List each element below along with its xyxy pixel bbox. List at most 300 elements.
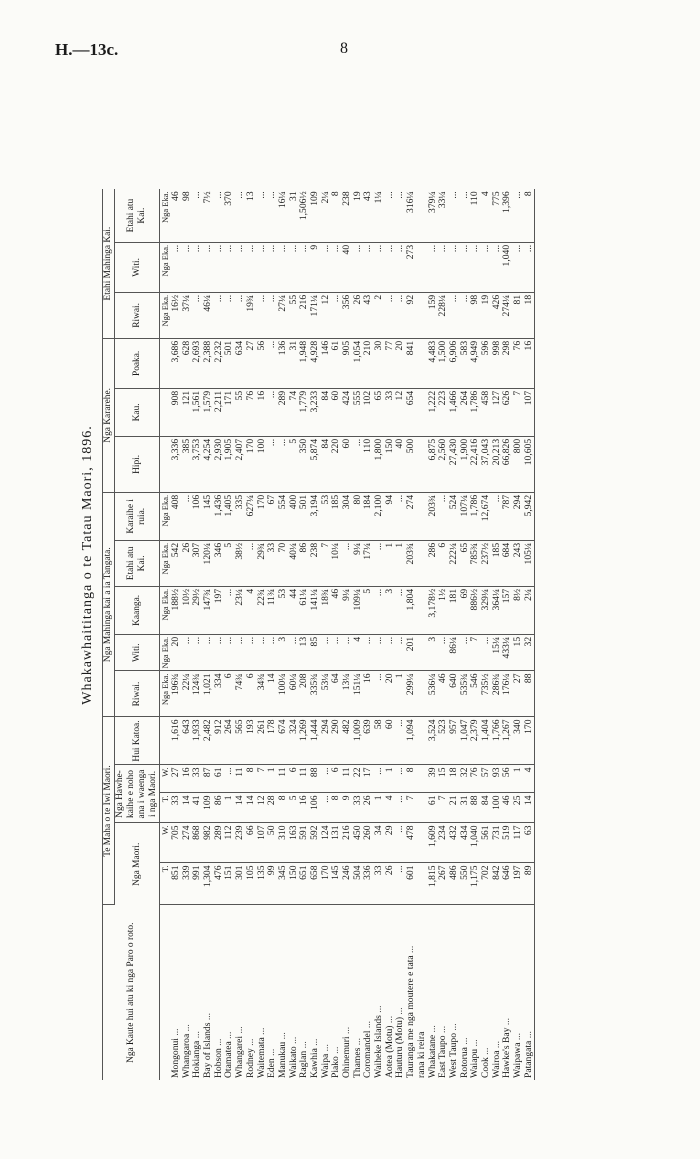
value-cell: 185 bbox=[331, 492, 342, 540]
leader-dots: ... bbox=[341, 1026, 353, 1037]
unit-cell: Nga Eka. bbox=[160, 671, 171, 717]
value-cell: ... bbox=[320, 634, 331, 671]
leader-dots: ... bbox=[405, 945, 417, 956]
value-cell: 11 bbox=[342, 765, 353, 793]
unit-cell: T. bbox=[160, 793, 171, 823]
value-cell: 65 bbox=[374, 388, 385, 436]
value-cell: ... bbox=[481, 634, 492, 671]
value-cell: 170 bbox=[256, 492, 267, 540]
value-cell: 67 bbox=[267, 492, 278, 540]
leader-dots: ... bbox=[490, 1040, 502, 1051]
value-cell: 1,054 bbox=[352, 338, 363, 388]
value-cell: 105 bbox=[246, 863, 257, 905]
value-cell: 33 bbox=[384, 388, 395, 436]
value-cell: 33 bbox=[352, 793, 363, 823]
district-name: Mongonui ... bbox=[170, 1028, 182, 1078]
value-cell: 12 bbox=[256, 793, 267, 823]
table-row bbox=[267, 189, 278, 1080]
value-cell: 61 bbox=[331, 338, 342, 388]
value-cell: 335¾ bbox=[310, 671, 321, 717]
cattle-header: Kau. bbox=[115, 388, 160, 436]
value-cell: 1 bbox=[267, 765, 278, 793]
value-cell: 37¼ bbox=[181, 292, 192, 338]
table-row bbox=[246, 189, 257, 1080]
value-cell: ... bbox=[320, 793, 331, 823]
value-cell: 345 bbox=[278, 863, 289, 905]
value-cell bbox=[417, 634, 428, 671]
value-cell: 107¼ bbox=[459, 492, 470, 540]
value-cell: 1½ bbox=[438, 586, 449, 634]
value-cell: 109 bbox=[310, 189, 321, 242]
value-cell: 1,444 bbox=[310, 717, 321, 765]
table-row bbox=[192, 189, 203, 1080]
value-cell: 519 bbox=[502, 823, 513, 863]
value-cell: ... bbox=[374, 671, 385, 717]
value-cell: 46 bbox=[331, 586, 342, 634]
value-cell: 3,524 bbox=[427, 717, 438, 765]
wheat-header: Witi. bbox=[115, 634, 160, 671]
leader-dots: ... bbox=[458, 1037, 470, 1048]
value-cell: ... bbox=[384, 292, 395, 338]
value-cell bbox=[417, 793, 428, 823]
leader-dots: ... bbox=[447, 1023, 459, 1033]
value-cell: 44 bbox=[288, 586, 299, 634]
district-name: Ohinemuri ... bbox=[341, 1026, 353, 1078]
value-cell: 565 bbox=[235, 717, 246, 765]
value-cell: 66 bbox=[246, 823, 257, 863]
value-cell: ... bbox=[374, 540, 385, 586]
value-cell: ... bbox=[395, 823, 406, 863]
value-cell: 787 bbox=[502, 492, 513, 540]
value-cell: ... bbox=[395, 189, 406, 242]
page-number: 8 bbox=[340, 40, 348, 57]
value-cell: 141¼ bbox=[310, 586, 321, 634]
value-cell: 702 bbox=[481, 863, 492, 905]
district-header: Nga Kaute hui atu ki nga Paro o roto. bbox=[103, 905, 160, 1080]
table-row bbox=[299, 189, 310, 1080]
total-header: Hui Katoa. bbox=[115, 717, 160, 765]
value-cell: 868 bbox=[192, 823, 203, 863]
value-cell: 1,609 bbox=[427, 823, 438, 863]
value-cell: 61 bbox=[213, 765, 224, 793]
value-cell: 124¾ bbox=[192, 671, 203, 717]
value-cell: ... bbox=[352, 242, 363, 292]
value-cell: 7 bbox=[320, 540, 331, 586]
unit-cell: Nga Eka. bbox=[160, 189, 171, 242]
value-cell: 30 bbox=[374, 338, 385, 388]
value-cell: 33 bbox=[192, 765, 203, 793]
value-cell: 1,269 bbox=[299, 717, 310, 765]
value-cell: ... bbox=[491, 242, 502, 292]
value-cell: ... bbox=[256, 242, 267, 292]
value-cell: 32 bbox=[523, 634, 534, 671]
value-cell: 2,560 bbox=[438, 436, 449, 492]
value-cell: 379¼ bbox=[427, 189, 438, 242]
unit-cell bbox=[160, 338, 171, 388]
value-cell: 8 bbox=[331, 793, 342, 823]
district-name: Otamatea ... bbox=[223, 1031, 235, 1078]
value-cell: 109 bbox=[203, 793, 214, 823]
value-cell bbox=[417, 863, 428, 905]
value-cell: 11¾ bbox=[267, 586, 278, 634]
value-cell: 1,900 bbox=[459, 436, 470, 492]
value-cell: 1,267 bbox=[502, 717, 513, 765]
value-cell: 80 bbox=[352, 492, 363, 540]
value-cell: 500 bbox=[406, 436, 417, 492]
value-cell: 40 bbox=[342, 242, 353, 292]
value-cell: 299¼ bbox=[406, 671, 417, 717]
value-cell: 18¾ bbox=[320, 586, 331, 634]
value-cell: ... bbox=[288, 634, 299, 671]
value-cell: 16 bbox=[363, 671, 374, 717]
district-name: Aotea (Motu) ... bbox=[383, 1015, 395, 1078]
value-cell: ... bbox=[203, 634, 214, 671]
value-cell: 346 bbox=[213, 540, 224, 586]
value-cell: 11 bbox=[278, 765, 289, 793]
value-cell: 339 bbox=[181, 863, 192, 905]
value-cell: ... bbox=[320, 765, 331, 793]
district-name: Waiapu ... bbox=[469, 1039, 481, 1078]
value-cell: 76 bbox=[470, 765, 481, 793]
value-cell: 408 bbox=[171, 492, 182, 540]
value-cell: 89 bbox=[523, 863, 534, 905]
value-cell: 5 bbox=[288, 793, 299, 823]
value-cell: 46 bbox=[438, 671, 449, 717]
table-row bbox=[406, 189, 417, 1080]
value-cell: 151 bbox=[224, 863, 235, 905]
value-cell: 238 bbox=[342, 189, 353, 242]
value-cell: 486 bbox=[449, 863, 460, 905]
value-cell: 29¾ bbox=[256, 540, 267, 586]
table-row bbox=[502, 189, 513, 1080]
value-cell: 18 bbox=[523, 292, 534, 338]
value-cell: 38½ bbox=[235, 540, 246, 586]
value-cell: 16¼ bbox=[278, 189, 289, 242]
value-cell: 1,009 bbox=[352, 717, 363, 765]
value-cell: 998 bbox=[491, 338, 502, 388]
value-cell: 9 bbox=[342, 793, 353, 823]
unit-cell: Nga Eka. bbox=[160, 634, 171, 671]
value-cell: 2,407 bbox=[235, 436, 246, 492]
value-cell: 286¾ bbox=[491, 671, 502, 717]
value-cell: ... bbox=[438, 634, 449, 671]
value-cell: ... bbox=[374, 634, 385, 671]
leader-dots: ... bbox=[191, 1031, 203, 1041]
value-cell: 76 bbox=[513, 338, 524, 388]
value-cell: 2,930 bbox=[213, 436, 224, 492]
value-cell: 10¼ bbox=[331, 540, 342, 586]
value-cell: ... bbox=[192, 242, 203, 292]
value-cell: ... bbox=[363, 634, 374, 671]
value-cell: 16 bbox=[299, 793, 310, 823]
value-cell: 22¼ bbox=[181, 671, 192, 717]
value-cell: 109¼ bbox=[352, 586, 363, 634]
value-cell: 18 bbox=[449, 765, 460, 793]
value-cell: ... bbox=[395, 292, 406, 338]
value-cell: 58 bbox=[374, 717, 385, 765]
value-cell: 1,405 bbox=[224, 492, 235, 540]
stock-group-header: Nga Kararehe. bbox=[103, 338, 115, 492]
value-cell: 639 bbox=[363, 717, 374, 765]
value-cell: ... bbox=[213, 189, 224, 242]
value-cell: ... bbox=[438, 242, 449, 292]
value-cell: 640 bbox=[449, 671, 460, 717]
table-row bbox=[256, 189, 267, 1080]
value-cell: 5 bbox=[363, 586, 374, 634]
value-cell: 135 bbox=[256, 863, 267, 905]
leader-dots: ... bbox=[287, 1036, 299, 1047]
value-cell: 238 bbox=[310, 540, 321, 586]
value-cell: 53 bbox=[278, 586, 289, 634]
value-cell: 11 bbox=[235, 765, 246, 793]
value-cell: 336 bbox=[363, 863, 374, 905]
value-cell: 20 bbox=[384, 671, 395, 717]
other-group-header: Etahi Mahinga Kai. bbox=[103, 189, 115, 338]
value-cell bbox=[417, 823, 428, 863]
table-row bbox=[491, 189, 502, 1080]
value-cell: 1,021 bbox=[203, 671, 214, 717]
value-cell: 121 bbox=[181, 388, 192, 436]
value-cell: 170 bbox=[523, 717, 534, 765]
value-cell: 46 bbox=[171, 189, 182, 242]
value-cell: 16 bbox=[181, 765, 192, 793]
value-cell: 841 bbox=[406, 338, 417, 388]
value-cell: 8 bbox=[331, 189, 342, 242]
value-cell: 28 bbox=[267, 793, 278, 823]
value-cell: 12 bbox=[395, 388, 406, 436]
value-cell: ... bbox=[278, 242, 289, 292]
value-cell: 50 bbox=[267, 823, 278, 863]
district-name: Hawke's Bay ... bbox=[501, 1017, 513, 1078]
table-row bbox=[171, 189, 182, 1080]
value-cell: 246 bbox=[342, 863, 353, 905]
value-cell: 63 bbox=[523, 823, 534, 863]
value-cell: 22 bbox=[352, 765, 363, 793]
leader-dots: ... bbox=[180, 1024, 192, 1034]
value-cell: 3 bbox=[384, 586, 395, 634]
leader-dots: ... bbox=[319, 1044, 331, 1054]
value-cell: 3 bbox=[427, 634, 438, 671]
value-cell: 1,040 bbox=[502, 242, 513, 292]
value-cell: 4,254 bbox=[203, 436, 214, 492]
value-cell: ... bbox=[267, 634, 278, 671]
value-cell: ... bbox=[395, 793, 406, 823]
value-cell: 23¼ bbox=[235, 586, 246, 634]
value-cell: 77 bbox=[384, 338, 395, 388]
value-cell: 674 bbox=[278, 717, 289, 765]
value-cell: ... bbox=[459, 634, 470, 671]
value-cell: 1,815 bbox=[427, 863, 438, 905]
value-cell: 1,948 bbox=[299, 338, 310, 388]
value-cell: 25 bbox=[513, 793, 524, 823]
value-cell: 6 bbox=[288, 765, 299, 793]
table-row bbox=[438, 189, 449, 1080]
value-cell: 11 bbox=[299, 765, 310, 793]
value-cell bbox=[417, 492, 428, 540]
value-cell: 1,466 bbox=[449, 388, 460, 436]
value-cell: 100 bbox=[256, 436, 267, 492]
value-cell: 147¾ bbox=[203, 586, 214, 634]
table-row bbox=[374, 189, 385, 1080]
value-cell: 60 bbox=[331, 388, 342, 436]
value-cell: 957 bbox=[449, 717, 460, 765]
value-cell: 27 bbox=[246, 338, 257, 388]
unit-cell: W. bbox=[160, 823, 171, 863]
value-cell: 201 bbox=[406, 634, 417, 671]
unit-cell: Nga Eka. bbox=[160, 242, 171, 292]
value-cell: ... bbox=[513, 189, 524, 242]
value-cell: 550 bbox=[459, 863, 470, 905]
value-cell: 239 bbox=[235, 823, 246, 863]
value-cell: 55 bbox=[288, 292, 299, 338]
value-cell: 16½ bbox=[171, 292, 182, 338]
value-cell: 74¾ bbox=[235, 671, 246, 717]
value-cell: ... bbox=[459, 292, 470, 338]
value-cell: 4,928 bbox=[310, 338, 321, 388]
table-body bbox=[160, 189, 535, 1080]
district-name: Waiheke Islands ... bbox=[373, 1005, 385, 1078]
value-cell: ... bbox=[449, 242, 460, 292]
value-cell: 316¼ bbox=[406, 189, 417, 242]
value-cell: ... bbox=[246, 634, 257, 671]
value-cell: 15¼ bbox=[491, 634, 502, 671]
value-cell: 2,482 bbox=[203, 717, 214, 765]
value-cell bbox=[417, 292, 428, 338]
leader-dots: ... bbox=[522, 1031, 534, 1041]
value-cell: ... bbox=[267, 388, 278, 436]
value-cell: 842 bbox=[491, 863, 502, 905]
value-cell: 171¼ bbox=[310, 292, 321, 338]
value-cell: 110 bbox=[470, 189, 481, 242]
value-cell: 127 bbox=[491, 388, 502, 436]
value-cell: 4,483 bbox=[427, 338, 438, 388]
value-cell: ... bbox=[224, 586, 235, 634]
value-cell: ... bbox=[342, 634, 353, 671]
value-cell: ... bbox=[384, 242, 395, 292]
value-cell: 364¼ bbox=[491, 586, 502, 634]
leader-dots: ... bbox=[383, 1015, 395, 1026]
value-cell: 39 bbox=[427, 765, 438, 793]
value-cell: ... bbox=[192, 292, 203, 338]
leader-dots: ... bbox=[170, 1028, 182, 1039]
unit-cell bbox=[160, 388, 171, 436]
district-name: Piako ... bbox=[330, 1046, 342, 1078]
value-cell: 504 bbox=[352, 863, 363, 905]
potatoes-header: Riwai. bbox=[115, 671, 160, 717]
value-cell: 27 bbox=[513, 671, 524, 717]
value-cell: 501 bbox=[299, 492, 310, 540]
value-cell: 274¼ bbox=[502, 292, 513, 338]
value-cell: 27 bbox=[171, 765, 182, 793]
value-cell: 301 bbox=[235, 863, 246, 905]
value-cell: ... bbox=[395, 717, 406, 765]
value-cell: 65 bbox=[459, 540, 470, 586]
value-cell: ... bbox=[213, 292, 224, 338]
value-cell: 100¼ bbox=[278, 671, 289, 717]
units-row bbox=[160, 189, 171, 1080]
value-cell: 102 bbox=[363, 388, 374, 436]
value-cell: 31 bbox=[459, 793, 470, 823]
maori-header: Nga Maori. bbox=[115, 823, 160, 905]
value-cell: 654 bbox=[406, 388, 417, 436]
value-cell: 33¼ bbox=[438, 189, 449, 242]
value-cell: 501 bbox=[224, 338, 235, 388]
value-cell: 264 bbox=[459, 388, 470, 436]
value-cell bbox=[417, 765, 428, 793]
value-cell: 4 bbox=[384, 793, 395, 823]
value-cell: 289 bbox=[278, 388, 289, 436]
value-cell: ... bbox=[331, 634, 342, 671]
district-name: Whakatane ... bbox=[426, 1025, 438, 1078]
value-cell: 6,906 bbox=[449, 338, 460, 388]
district-name: Waikato ... bbox=[287, 1036, 299, 1078]
value-cell: 1,500 bbox=[438, 338, 449, 388]
pigs-header: Poaka. bbox=[115, 338, 160, 388]
value-cell: 32 bbox=[459, 765, 470, 793]
value-cell: 170 bbox=[320, 863, 331, 905]
table-row bbox=[224, 189, 235, 1080]
value-cell: 70 bbox=[278, 540, 289, 586]
value-cell: 64 bbox=[331, 671, 342, 717]
value-cell: 524 bbox=[449, 492, 460, 540]
value-cell: 31 bbox=[288, 338, 299, 388]
district-name: Eden ... bbox=[266, 1048, 278, 1078]
value-cell: 274 bbox=[406, 492, 417, 540]
table-row bbox=[481, 189, 492, 1080]
district-name: Cook ... bbox=[479, 1047, 491, 1078]
value-cell: 157 bbox=[502, 586, 513, 634]
leader-dots: ... bbox=[437, 1025, 449, 1036]
value-cell: 8 bbox=[278, 793, 289, 823]
table-row bbox=[384, 189, 395, 1080]
value-cell: 46 bbox=[502, 793, 513, 823]
value-cell: ... bbox=[299, 242, 310, 292]
value-cell: 55 bbox=[235, 388, 246, 436]
value-cell: 33 bbox=[267, 540, 278, 586]
unit-cell: Nga Eka. bbox=[160, 540, 171, 586]
value-cell: 176¼ bbox=[502, 671, 513, 717]
value-cell: 9¼ bbox=[352, 540, 363, 586]
sheep-header: Hipi. bbox=[115, 436, 160, 492]
value-cell: 3,178½ bbox=[427, 586, 438, 634]
value-cell: 146 bbox=[320, 338, 331, 388]
value-cell: 1,404 bbox=[481, 717, 492, 765]
value-cell: 43 bbox=[363, 292, 374, 338]
value-cell: ... bbox=[235, 242, 246, 292]
value-cell: 1,905 bbox=[224, 436, 235, 492]
value-cell: ... bbox=[256, 634, 267, 671]
table-row bbox=[449, 189, 460, 1080]
value-cell: 13 bbox=[299, 634, 310, 671]
other2-header: Etahi atu Kai. bbox=[115, 189, 160, 242]
value-cell: 478 bbox=[406, 823, 417, 863]
page-reference: H.—13c. bbox=[55, 40, 119, 59]
table-row bbox=[417, 189, 428, 1080]
census-table-rotated bbox=[80, 50, 660, 1080]
value-cell: ... bbox=[374, 586, 385, 634]
value-cell: 3,233 bbox=[310, 388, 321, 436]
value-cell: 88 bbox=[523, 671, 534, 717]
district-name: Bay of Islands ... bbox=[202, 1012, 214, 1078]
value-cell: 15 bbox=[438, 765, 449, 793]
value-cell: 546 bbox=[470, 671, 481, 717]
table-row bbox=[203, 189, 214, 1080]
value-cell: 7 bbox=[470, 634, 481, 671]
district-name: Manukau ... bbox=[276, 1032, 288, 1078]
value-cell: 145 bbox=[331, 863, 342, 905]
value-cell: 131 bbox=[331, 823, 342, 863]
unit-cell: Nga Eka. bbox=[160, 292, 171, 338]
